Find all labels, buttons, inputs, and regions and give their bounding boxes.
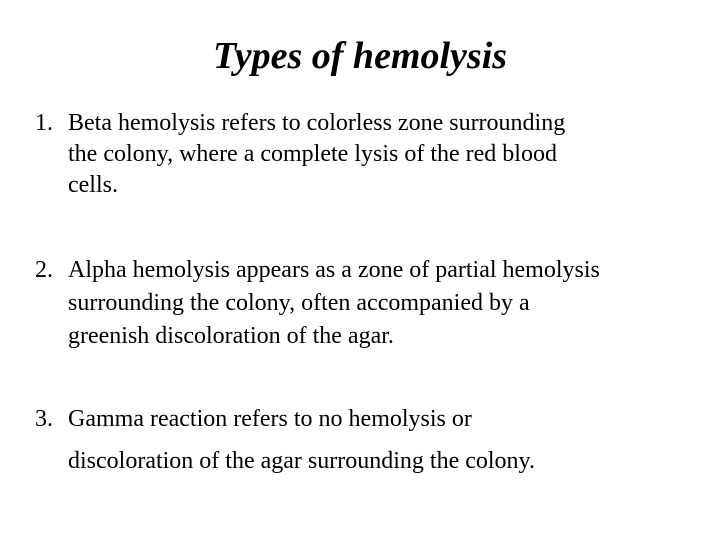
list-item-number: 2. xyxy=(35,257,53,283)
list-item-text-line: surrounding the colony, often accompanied by a xyxy=(68,290,530,316)
list-item-number: 1. xyxy=(35,110,53,136)
list-item-text-line: the colony, where a complete lysis of the red blood xyxy=(68,141,557,167)
list-item-text-line: Beta hemolysis refers to colorless zone surrounding xyxy=(68,110,566,136)
list-item-text-line: Alpha hemolysis appears as a zone of partial hemolysis xyxy=(68,257,600,283)
list-item-text-line: cells. xyxy=(68,172,118,198)
list-item-number: 3. xyxy=(35,406,53,432)
list-item-text-line: greenish discoloration of the agar. xyxy=(68,323,394,349)
list-item-gamma-reaction xyxy=(35,398,705,482)
list-item-beta-hemolysis xyxy=(35,108,705,201)
slide-title: Types of hemolysis xyxy=(212,35,508,77)
list-item-alpha-hemolysis xyxy=(35,254,705,353)
list-item-text-line: Gamma reaction refers to no hemolysis or xyxy=(68,406,472,432)
list-item-text-line: discoloration of the agar surrounding the colony. xyxy=(68,448,535,474)
